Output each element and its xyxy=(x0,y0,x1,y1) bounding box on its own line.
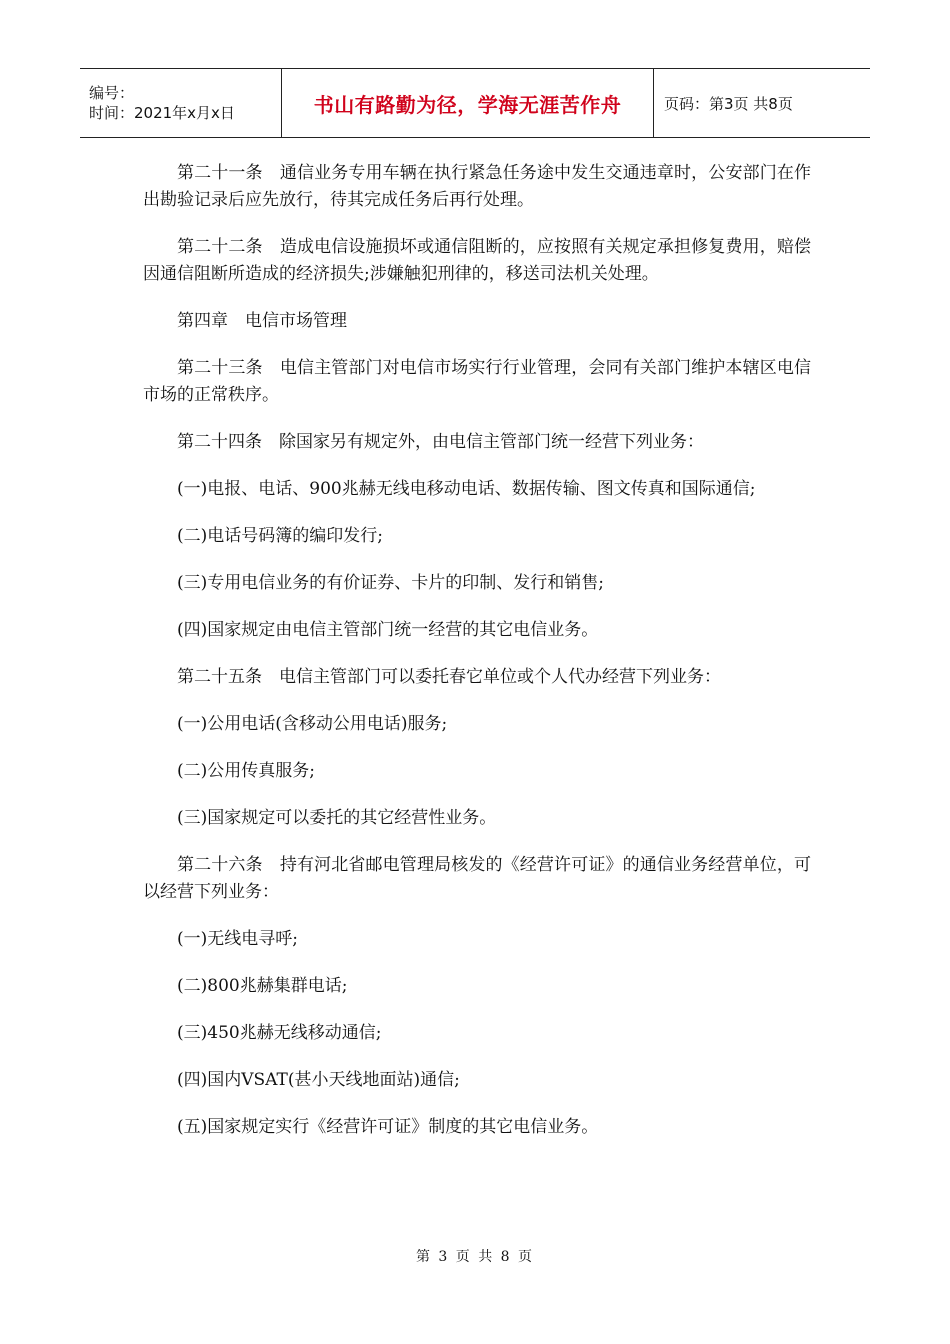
article-25: 第二十五条 电信主管部门可以委托春它单位或个人代办经营下列业务： xyxy=(177,667,721,687)
header-meta xyxy=(80,69,282,137)
article-23: 第二十三条 电信主管部门对电信市场实行行业管理，会同有关部门维护本辖区电信市场的正常秩序。 xyxy=(143,358,811,405)
article-26-item-4: (四)国内VSAT(甚小天线地面站)通信; xyxy=(177,1070,460,1090)
page-header xyxy=(80,68,870,138)
article-24-item-2: (二)电话号码簿的编印发行; xyxy=(177,526,383,546)
article-26-item-1: (一)无线电寻呼; xyxy=(177,929,298,949)
article-21: 第二十一条 通信业务专用车辆在执行紧急任务途中发生交通违章时，公安部门在作出勘验记录后应先放行，待其完成任务后再行处理。 xyxy=(143,163,811,210)
article-24: 第二十四条 除国家另有规定外，由电信主管部门统一经营下列业务： xyxy=(177,432,704,452)
page-footer: 第 3 页 共 8 页 xyxy=(415,1249,535,1265)
article-25-item-1: (一)公用电话(含移动公用电话)服务; xyxy=(177,714,448,734)
article-25-item-2: (二)公用传真服务; xyxy=(177,761,315,781)
article-26-item-3: (三)450兆赫无线移动通信; xyxy=(177,1023,382,1043)
header-number: 编号： xyxy=(89,84,135,102)
article-26-item-2: (二)800兆赫集群电话; xyxy=(177,976,348,996)
article-25-item-3: (三)国家规定可以委托的其它经营性业务。 xyxy=(177,808,497,828)
article-24-item-1: (一)电报、电话、900兆赫无线电移动电话、数据传输、图文传真和国际通信; xyxy=(177,479,756,499)
document-body xyxy=(143,160,811,1161)
chapter-4-heading: 第四章 电信市场管理 xyxy=(177,311,347,331)
article-26: 第二十六条 持有河北省邮电管理局核发的《经营许可证》的通信业务经营单位，可以经营下列业务： xyxy=(143,855,811,902)
article-26-item-5: (五)国家规定实行《经营许可证》制度的其它电信业务。 xyxy=(177,1117,599,1137)
header-date: 时间：2021年x月x日 xyxy=(89,104,235,122)
header-motto: 书山有路勤为径，学海无涯苦作舟 xyxy=(282,69,654,137)
article-22: 第二十二条 造成电信设施损坏或通信阻断的，应按照有关规定承担修复费用，赔偿因通信阻断所造成的经济损失;涉嫌触犯刑律的，移送司法机关处理。 xyxy=(143,237,811,284)
article-24-item-3: (三)专用电信业务的有价证券、卡片的印制、发行和销售; xyxy=(177,573,604,593)
header-page-info: 页码：第3页 共8页 xyxy=(664,94,793,113)
article-24-item-4: (四)国家规定由电信主管部门统一经营的其它电信业务。 xyxy=(177,620,599,640)
